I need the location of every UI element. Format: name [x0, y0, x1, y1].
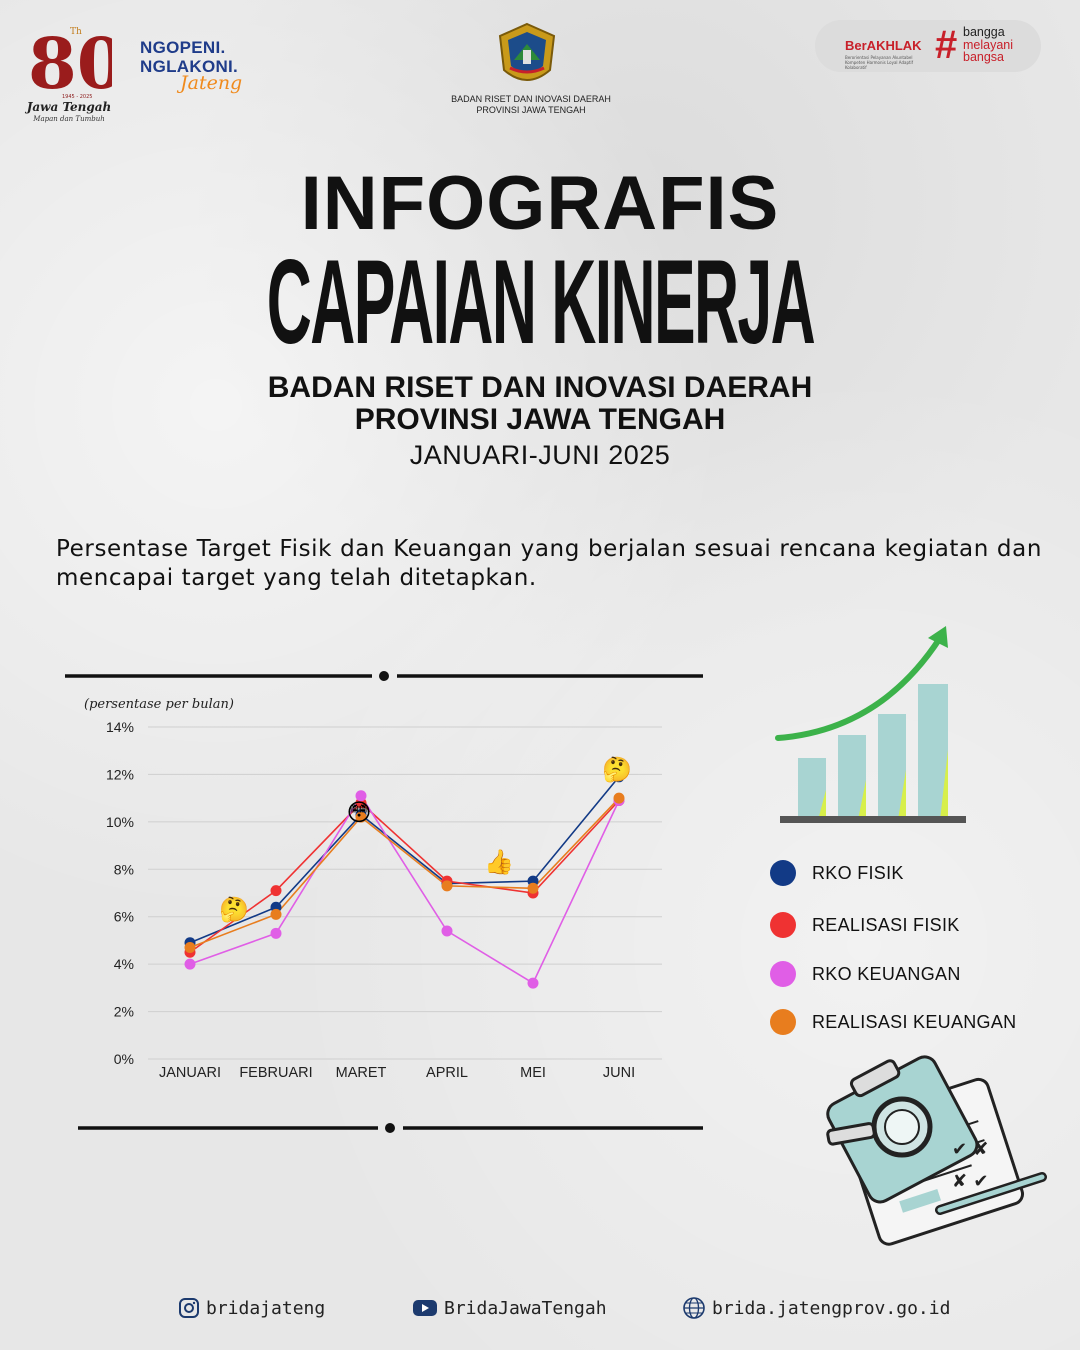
ngopeni-line2: NGLAKONI. — [140, 57, 239, 76]
header-org-line1: BADAN RISET DAN INOVASI DAERAH — [451, 94, 611, 104]
y-tick-label: 6% — [113, 908, 134, 925]
data-point — [185, 942, 196, 953]
chart-series — [185, 771, 625, 988]
data-point — [271, 909, 282, 920]
youtube-icon — [412, 1298, 438, 1318]
emoji-marker: 😳 — [346, 798, 372, 827]
period: JANUARI-JUNI 2025 — [409, 440, 671, 470]
legend-label-realisasi-fisik: REALISASI FISIK — [812, 914, 960, 935]
berakhlak-badge — [815, 20, 1041, 72]
org-name-line1: BADAN RISET DAN INOVASI DAERAH — [267, 371, 813, 404]
legend-label-rko-fisik: RKO FISIK — [812, 862, 904, 883]
y-tick-label: 12% — [105, 766, 134, 783]
title-capaian-kinerja — [0, 235, 1080, 369]
x-tick-label: JANUARI — [158, 1065, 222, 1081]
bangga-line2: melayani — [963, 37, 1014, 52]
svg-text:✔ ✘: ✔ ✘ — [952, 1139, 989, 1160]
legend-item-rko-fisik — [770, 858, 904, 888]
footer-instagram-text: bridajateng — [206, 1297, 326, 1319]
svg-text:✘ ✔: ✘ ✔ — [952, 1171, 989, 1192]
y-tick-label: 8% — [113, 861, 134, 878]
title-infografis: INFOGRAFIS — [300, 161, 780, 246]
anniversary-years: 1945 - 2025 — [62, 94, 93, 100]
legend-item-realisasi-keuangan — [770, 1007, 1016, 1037]
y-tick-label: 10% — [105, 813, 134, 830]
ngopeni-line3: Jateng — [180, 72, 243, 94]
hashtag-icon: # — [935, 23, 958, 67]
series-line — [190, 801, 619, 953]
data-point — [185, 959, 196, 970]
line-chart — [50, 655, 720, 1135]
data-point — [614, 793, 625, 804]
legend-dot-rko-keuangan — [770, 961, 796, 987]
footer-instagram[interactable] — [178, 1293, 325, 1323]
anniversary-number: 80 — [28, 22, 112, 100]
data-point — [271, 885, 282, 896]
crest-icon — [496, 22, 558, 90]
ngopeni-line1: NGOPENI. — [140, 38, 226, 57]
bangga-melayani-bangsa — [963, 26, 1013, 64]
bangga-line1: bangga — [963, 25, 1005, 39]
data-point — [271, 928, 282, 939]
y-axis-ticks — [106, 719, 134, 1067]
legend-dot-realisasi-keuangan — [770, 1009, 796, 1035]
bottom-separator-dot — [385, 1123, 395, 1133]
y-tick-label: 0% — [113, 1051, 134, 1067]
x-tick-label: FEBRUARI — [239, 1065, 313, 1081]
x-tick-label: MARET — [335, 1065, 387, 1081]
legend-dot-rko-fisik — [770, 860, 796, 886]
legend-label-rko-keuangan: RKO KEUANGAN — [812, 963, 961, 984]
footer-youtube-text: BridaJawaTengah — [444, 1297, 607, 1319]
anniversary-sub: Mapan dan Tumbuh — [33, 115, 105, 123]
data-point — [442, 925, 453, 936]
bangga-line3: bangsa — [963, 50, 1005, 64]
title-capaian-kinerja-text: CAPAIAN KINERJA — [266, 235, 814, 369]
emoji-marker: 👍 — [484, 848, 514, 877]
org-name-line2: PROVINSI JAWA TENGAH — [354, 403, 726, 436]
legend-item-realisasi-fisik — [770, 910, 960, 940]
series-line — [190, 777, 619, 943]
description: Persentase Target Fisik dan Keuangan yang berjalan sesuai rencana kegiatan dan mencapai target yang telah ditetapkan. — [56, 536, 1042, 591]
series-line — [190, 796, 619, 983]
header-org-name — [400, 94, 662, 116]
instagram-icon — [178, 1297, 200, 1319]
footer-youtube[interactable] — [412, 1293, 607, 1323]
berakhlak-sub: Berorientasi Pelayanan Akuntabel Kompeten Harmonis Loyal Adaptif Kolaboratif — [845, 55, 914, 70]
data-point — [442, 880, 453, 891]
provincial-crest — [496, 22, 558, 90]
y-tick-label: 4% — [113, 956, 134, 973]
data-point — [528, 883, 539, 894]
bar-chart-growth-icon — [770, 620, 970, 830]
globe-icon — [682, 1296, 706, 1320]
y-tick-label: 2% — [113, 1003, 134, 1020]
x-tick-label: APRIL — [426, 1065, 468, 1081]
ngopeni-logo — [140, 38, 260, 94]
berakhlak-brand: BerAKHLAK — [845, 38, 922, 53]
legend-dot-realisasi-fisik — [770, 912, 796, 938]
y-tick-label: 14% — [105, 719, 134, 735]
anniversary-superscript: Th — [70, 27, 82, 37]
chart-subtitle: (persentase per bulan) — [84, 697, 234, 712]
x-tick-label: JUNI — [602, 1065, 636, 1081]
x-axis-ticks — [159, 1065, 635, 1081]
eighty-logo-icon — [26, 20, 112, 100]
emoji-marker: 🤔 — [602, 755, 632, 784]
clipboard-magnifier-icon — [820, 1055, 1050, 1260]
legend-item-rko-keuangan — [770, 959, 961, 989]
top-separator-dot — [379, 671, 389, 681]
chart-grid — [148, 727, 662, 1059]
anniversary-logo — [26, 20, 112, 126]
header-org-line2: PROVINSI JAWA TENGAH — [476, 105, 586, 115]
footer-website-text: brida.jatengprov.go.id — [712, 1297, 951, 1319]
series-line — [190, 798, 619, 947]
footer-website[interactable] — [682, 1293, 950, 1323]
data-point — [528, 978, 539, 989]
x-tick-label: MEI — [520, 1065, 546, 1081]
legend-label-realisasi-keuangan: REALISASI KEUANGAN — [812, 1011, 1017, 1032]
anniversary-tagline: Jawa Tengah — [26, 100, 112, 114]
emoji-marker: 🤔 — [219, 895, 249, 924]
